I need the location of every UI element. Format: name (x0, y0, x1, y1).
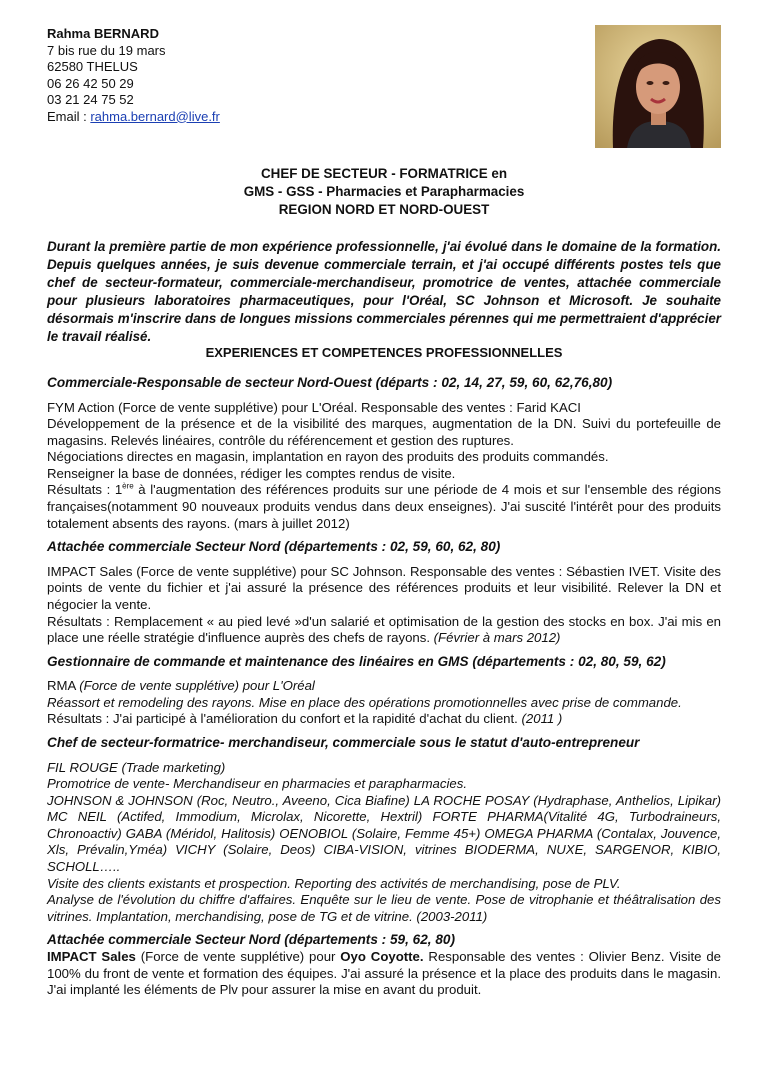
experience-text: FIL ROUGE (Trade marketing) (47, 759, 226, 775)
phone-landline: 03 21 24 75 52 (47, 92, 134, 107)
experience-results: Résultats : J'ai participé à l'amélioration du confort et la rapidité d'achat du client. (2011 ) (47, 711, 563, 727)
experience-text: Promotrice de vente- Merchandiseur en pharmacies et parapharmacies. (47, 776, 468, 792)
candidate-photo (595, 25, 721, 148)
email-link[interactable]: rahma.bernard@live.fr (90, 108, 220, 124)
experience-text: Réassort et remodeling des rayons. Mise en place des opérations promotionnelles avec prise de commande. (47, 694, 682, 710)
experience-text: FYM Action (Force de vente supplétive) pour L'Oréal. Responsable des ventes : Farid KACI (47, 399, 581, 415)
experience-text: RMA (Force de vente supplétive) pour L'Oréal (47, 678, 315, 694)
experience-item (47, 374, 721, 532)
email-label: Email : (47, 108, 91, 124)
experience-text: IMPACT Sales (Force de vente supplétive) pour Oyo Coyotte. Responsable des ventes : Olivier Benz. Visite de 100% du front de vente et formation des équipes. J'ai assuré la présence et la place des produits dans le magasin. J'ai implanté les éléments de Plv pour assurer la mise en avant du produit. (47, 948, 722, 998)
experience-heading: Gestionnaire de commande et maintenance des linéaires en GMS (départements : 02, 80, 59, 62) (47, 653, 666, 669)
experience-results: Résultats : Remplacement « au pied levé »d'un salarié et optimisation de la gestion des stocks en box. J'ai mis en place une réelle stratégie d'influence auprès des chefs de rayons. (Février à mars 2012) (47, 613, 721, 646)
experience-heading: Chef de secteur-formatrice- merchandiseur, commerciale sous le statut d'auto-entrepreneur (47, 735, 640, 750)
job-title-block (0, 165, 768, 219)
experience-section-title: EXPERIENCES ET COMPETENCES PROFESSIONNELLES (205, 345, 563, 360)
experience-text: Négociations directes en magasin, implantation en rayon des produits des produits commandés. (47, 449, 609, 465)
intro-paragraph: Durant la première partie de mon expérience professionnelle, j'ai évolué dans le domaine de la formation. Depuis quelques années, je suis devenue commerciale terrain, et j'ai occupé différents postes tels que chef de secteur-formateur, commerciale-merchandiseur, promotrice de ventes, attachée commerciale pour plusieurs laboratoires pharmaceutiques, pour l'Oréal, SC Johnson et Microsoft. Je souhaite désormais m'inscrire dans de longues missions commerciales pérennes qui me permettraient d'apprécier le travail réalisé. (47, 239, 721, 344)
experience-heading: Commerciale-Responsable de secteur Nord-Ouest (départs : 02, 14, 27, 59, 60, 62,76,80) (47, 375, 613, 390)
experience-text: IMPACT Sales (Force de vente supplétive) pour SC Johnson. Responsable des ventes : Sébastien IVET. Visite des points de vente du fichier et j'ai assuré la présence des références produits et leur visibilité. Relever la DN et négocier la vente. (47, 563, 721, 612)
experience-text: Renseigner la base de données, rédiger les comptes rendus de visite. (47, 465, 456, 481)
experience-list (47, 374, 721, 999)
experience-item (47, 931, 721, 998)
job-title-line3: REGION NORD ET NORD-OUEST (278, 202, 490, 217)
experience-item (47, 734, 721, 925)
contact-block (47, 26, 220, 125)
experience-text: Analyse de l'évolution du chiffre d'affaires. Enquête sur le lieu de vente. Pose de vitrophanie et théâtralisation des vitrines. Implantation, merchandising, pose de TG et de vitrine. (2003-2011) (47, 892, 721, 924)
phone-mobile: 06 26 42 50 29 (47, 75, 134, 91)
experience-results: Résultats : 1ère à l'augmentation des références produits sur une période de 4 mois et sur l'ensemble des régions françaises(notamment 90 nouveaux produits vendus dans deux enseignes). J'ai suscité l'intérêt pour des produits totalement absents des rayons. (mars à juillet 2012) (47, 482, 721, 531)
experience-text: Développement de la présence et de la visibilité des marques, augmentation de la DN. Suivi du portefeuille de magasins. Relevés linéaires, contrôle du référencement et gestion des ruptures. (47, 416, 721, 448)
experience-heading: Attachée commerciale Secteur Nord (départements : 02, 59, 60, 62, 80) (47, 539, 501, 555)
job-title-line2: GMS - GSS - Pharmacies et Parapharmacies (243, 184, 525, 199)
job-title-line1: CHEF DE SECTEUR - FORMATRICE en (261, 166, 507, 181)
experience-text: JOHNSON & JOHNSON (Roc, Neutro., Aveeno, Cica Biafine) LA ROCHE POSAY (Hydraphase, Anthelios, Lipikar) MC NEIL (Actifed, Immodium, Microlax, Nicorette, Hextril) FORTE PHARMA(Vitalité 4G, Turbodraineurs, Chronoactiv) GABA (Méridol, Halitosis) OENOBIOL (Solaire, Femme 45+) OMEGA PHARMA (Contalax, Jouvence, Xls, Prévalin,Yméa) VICHY (Solaire, Deos) CIBA-VISION, vitrines BIODERMA, NUXE, SARGENOR, KIBIO, SCHOLL….. (47, 792, 721, 875)
experience-heading: Attachée commerciale Secteur Nord (départements : 59, 62, 80) (47, 932, 455, 948)
address-street: 7 bis rue du 19 mars (47, 42, 166, 58)
experience-item (47, 538, 721, 646)
candidate-name: Rahma BERNARD (47, 26, 159, 41)
experience-text: Visite des clients existants et prospection. Reporting des activités de merchandising, pose de PLV. (47, 875, 621, 891)
portrait-image (595, 25, 721, 148)
experience-item (47, 653, 721, 728)
email-line (47, 109, 220, 126)
address-city: 62580 THELUS (47, 59, 138, 74)
